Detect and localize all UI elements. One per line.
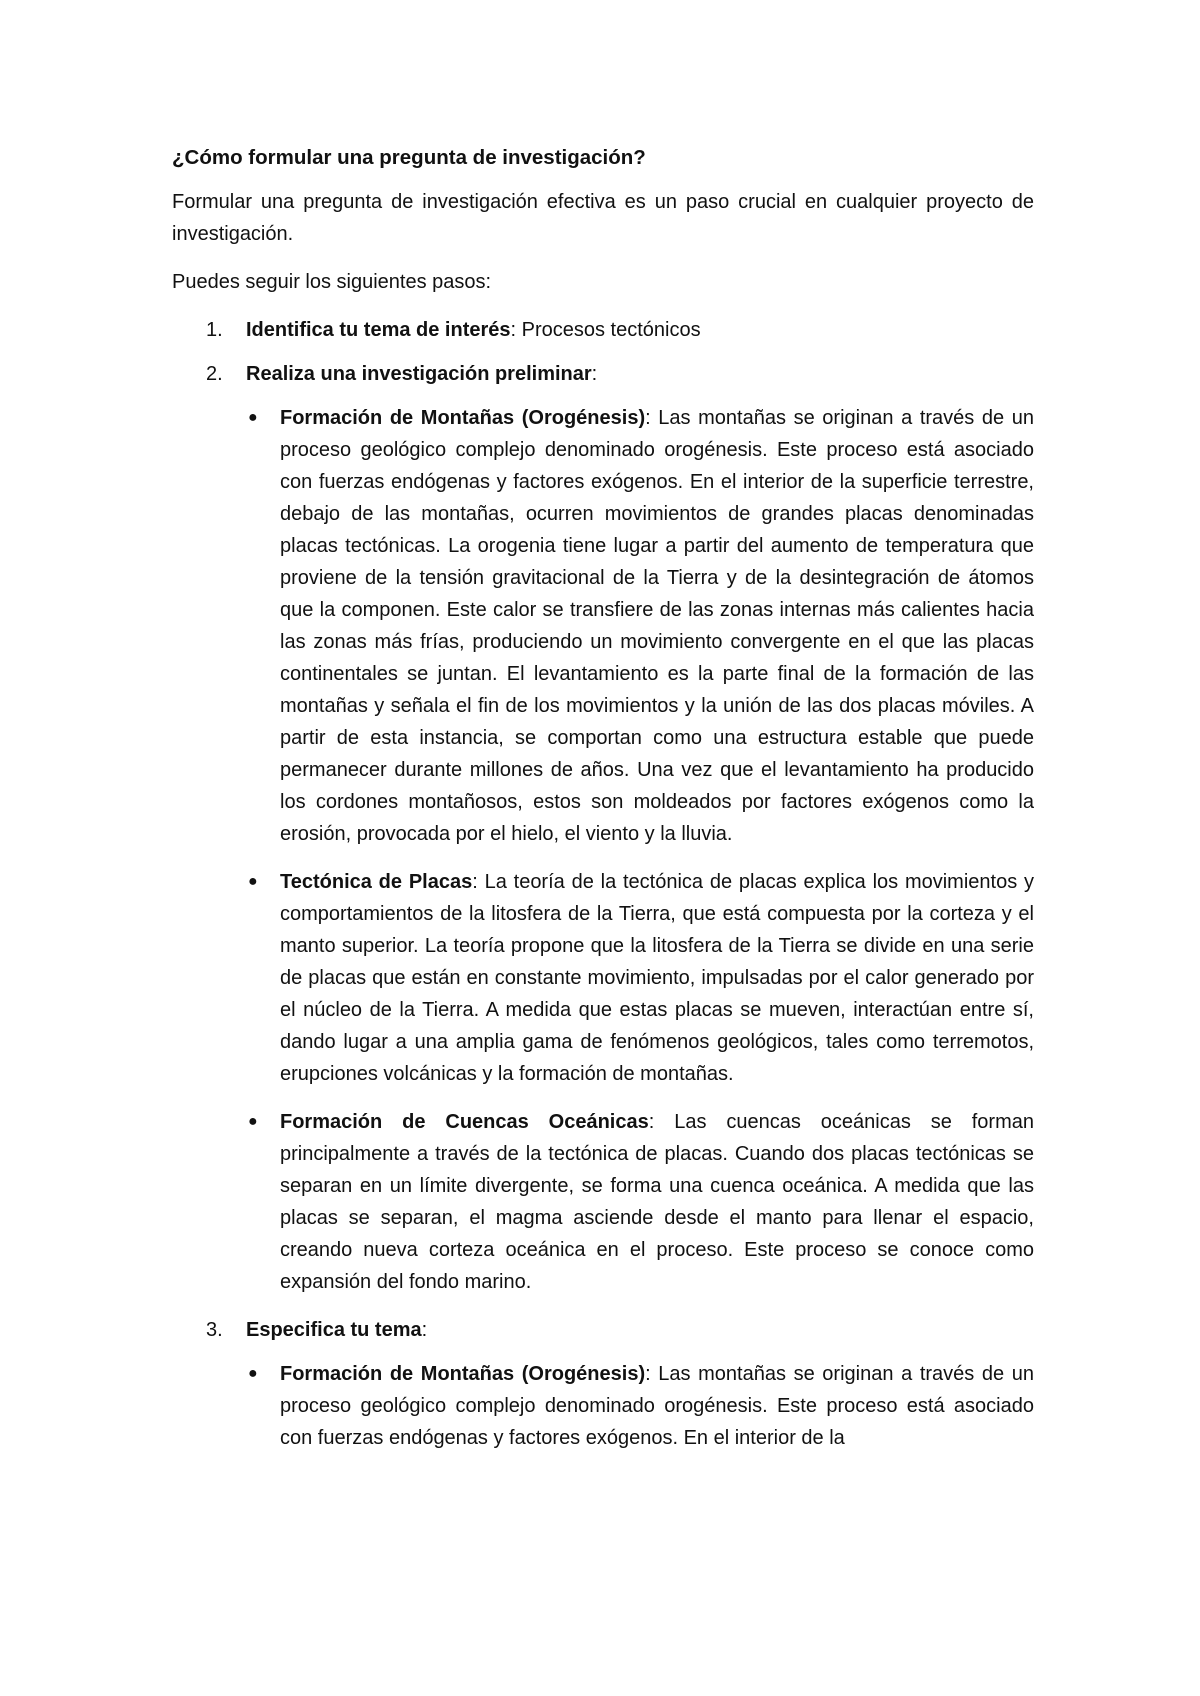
bullet-icon: ● [248,873,258,890]
bullet-colon: : [645,407,651,429]
bullet-item [246,1106,1034,1298]
bullet-colon: : [648,1111,655,1133]
bullet-list [246,1358,1034,1454]
bullet-colon: : [645,1363,651,1385]
bullet-text: La teoría de la tectónica de placas explica los movimientos y comportamientos de la litosfera de la Tierra, que está compuesta por la corteza y el manto superior. La teoría propone que la litosfera de la Tierra se divide en una serie de placas que están en constante movimiento, impulsadas por el calor generado por el núcleo de la Tierra. A medida que estas placas se mueven, interactúan entre sí, dando lugar a una amplia gama de fenómenos geológicos, tales como terremotos, erupciones volcánicas y la formación de montañas. [280,871,1035,1085]
step-item [172,358,1034,1298]
bullet-icon: ● [248,1113,258,1130]
bullet-heading: Formación de Montañas (Orogénesis) [280,407,646,429]
step-heading: Especifica tu tema [246,1319,422,1341]
step-item [172,314,1034,346]
bullet-heading: Formación de Cuencas Oceánicas [280,1111,649,1133]
bullet-item [246,402,1034,850]
bullet-text: Las montañas se originan a través de un proceso geológico complejo denominado orogénesis. Este proceso está asociado con fuerzas endógenas y factores exógenos. En el interior de la [280,1363,1034,1449]
bullet-icon: ● [248,409,258,426]
step-heading: Identifica tu tema de interés [246,319,511,341]
bullet-heading: Tectónica de Placas [280,871,473,893]
step-heading-line [246,314,1034,346]
step-item [172,1314,1034,1454]
step-heading: Realiza una investigación preliminar [246,363,592,385]
step-colon: : [591,363,598,385]
step-heading-line [246,358,1034,390]
step-colon: : [421,1319,428,1341]
bullet-text: Las cuencas oceánicas se forman principalmente a través de la tectónica de placas. Cuando dos placas tectónicas se separan en un límite divergente, se forma una cuenca oceánica. A medida que las placas se separan, el magma asciende desde el manto para llenar el espacio, creando nueva corteza oceánica en el proceso. Este proceso se conoce como expansión del fondo marino. [280,1111,1034,1293]
step-colon: : [510,319,517,341]
step-text: Procesos tectónicos [516,319,701,341]
bullet-colon: : [472,871,478,893]
document-title: ¿Cómo formular una pregunta de investigación? [172,146,646,169]
bullet-item [246,1358,1034,1454]
step-number: 3. [206,1319,223,1341]
bullet-list [246,402,1034,1298]
steps-list [172,314,1034,1454]
steps-intro: Puedes seguir los siguientes pasos: [172,271,492,293]
step-number: 1. [206,319,223,341]
bullet-icon: ● [248,1365,258,1382]
bullet-heading: Formación de Montañas (Orogénesis) [280,1363,646,1385]
step-heading-line [246,1314,1034,1346]
bullet-text: Las montañas se originan a través de un proceso geológico complejo denominado orogénesis. Este proceso está asociado con fuerzas endógenas y factores exógenos. En el interior de la superficie terrestre, debajo de las montañas, ocurren movimientos de grandes placas denominadas placas tectónicas. La orogenia tiene lugar a partir del aumento de temperatura que proviene de la tensión gravitacional de la Tierra y de la desintegración de átomos que la componen. Este calor se transfiere de las zonas internas más calientes hacia las zonas más frías, produciendo un movimiento convergente en el que las placas continentales se juntan. El levantamiento es la parte final de la formación de las montañas y señala el fin de los movimientos y la unión de las dos placas móviles. A partir de esta instancia, se comportan como una estructura estable que puede permanecer durante millones de años. Una vez que el levantamiento ha producido los cordones montañosos, estos son moldeados por factores exógenos como la erosión, provocada por el hielo, el viento y la lluvia. [280,407,1034,845]
intro-paragraph: Formular una pregunta de investigación efectiva es un paso crucial en cualquier proyecto de investigación. [172,191,1034,245]
step-number: 2. [206,363,223,385]
document-page [172,142,1034,1470]
bullet-item [246,866,1034,1090]
